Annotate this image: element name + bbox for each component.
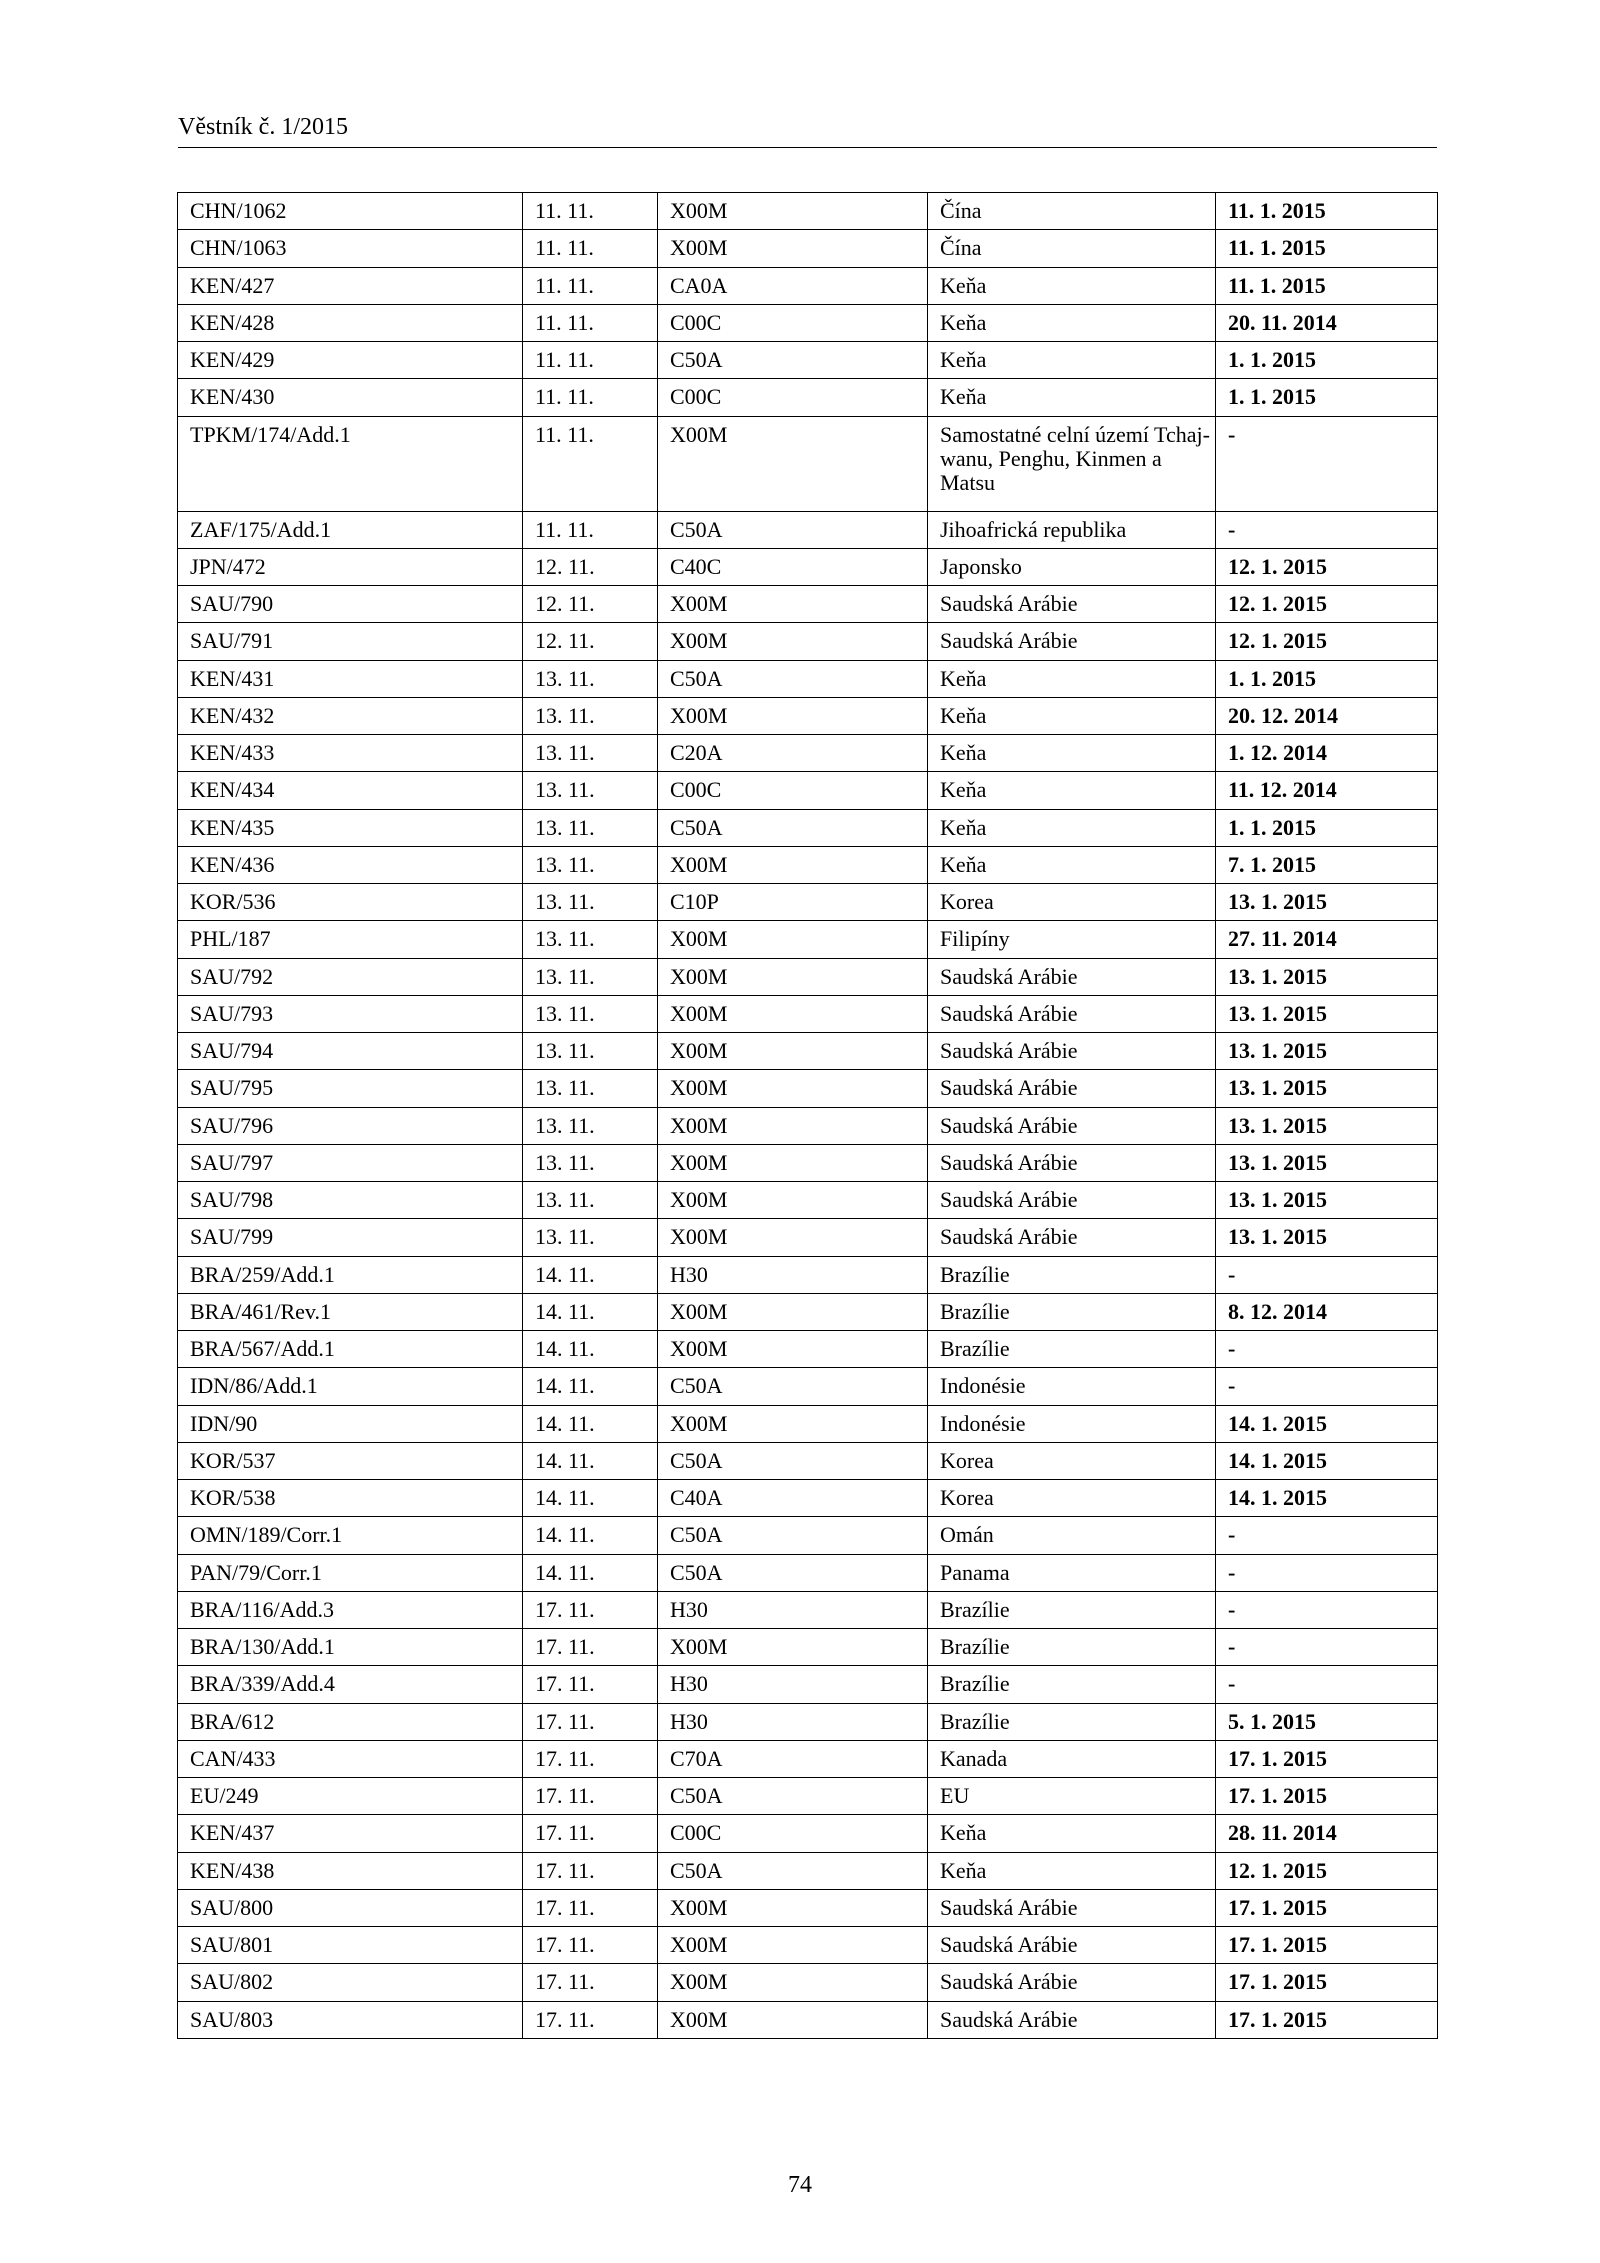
table-row xyxy=(178,1107,1438,1144)
country-cell: Keňa xyxy=(928,846,1216,883)
document-code-cell: BRA/612 xyxy=(178,1703,523,1740)
document-code-cell: KEN/427 xyxy=(178,267,523,304)
table-row xyxy=(178,623,1438,660)
table-row xyxy=(178,846,1438,883)
date-cell: 13. 11. xyxy=(523,735,658,772)
date-cell: 14. 11. xyxy=(523,1554,658,1591)
table-row xyxy=(178,1740,1438,1777)
table-row xyxy=(178,379,1438,416)
document-code-cell: KEN/429 xyxy=(178,342,523,379)
code-cell: C40C xyxy=(658,548,928,585)
code-cell: C50A xyxy=(658,511,928,548)
table-row xyxy=(178,1889,1438,1926)
deadline-cell: 28. 11. 2014 xyxy=(1216,1815,1438,1852)
deadline-cell: 12. 1. 2015 xyxy=(1216,586,1438,623)
table-row xyxy=(178,772,1438,809)
date-cell: 13. 11. xyxy=(523,846,658,883)
date-cell: 13. 11. xyxy=(523,809,658,846)
date-cell: 13. 11. xyxy=(523,697,658,734)
table-row xyxy=(178,1219,1438,1256)
document-code-cell: SAU/802 xyxy=(178,1964,523,2001)
date-cell: 12. 11. xyxy=(523,586,658,623)
table-row xyxy=(178,1517,1438,1554)
country-cell: Saudská Arábie xyxy=(928,2001,1216,2038)
notifications-table xyxy=(177,192,1438,2039)
date-cell: 13. 11. xyxy=(523,958,658,995)
code-cell: X00M xyxy=(658,1219,928,1256)
date-cell: 11. 11. xyxy=(523,267,658,304)
document-code-cell: EU/249 xyxy=(178,1778,523,1815)
document-code-cell: KEN/432 xyxy=(178,697,523,734)
deadline-cell: 11. 1. 2015 xyxy=(1216,267,1438,304)
table-row xyxy=(178,1964,1438,2001)
deadline-cell: - xyxy=(1216,1666,1438,1703)
date-cell: 13. 11. xyxy=(523,772,658,809)
document-code-cell: BRA/567/Add.1 xyxy=(178,1331,523,1368)
document-code-cell: PHL/187 xyxy=(178,921,523,958)
document-code-cell: KEN/434 xyxy=(178,772,523,809)
document-code-cell: TPKM/174/Add.1 xyxy=(178,416,523,511)
table-row xyxy=(178,809,1438,846)
table-row xyxy=(178,548,1438,585)
code-cell: X00M xyxy=(658,193,928,230)
deadline-cell: 5. 1. 2015 xyxy=(1216,1703,1438,1740)
code-cell: X00M xyxy=(658,623,928,660)
country-cell: Keňa xyxy=(928,1815,1216,1852)
table-row xyxy=(178,1256,1438,1293)
table-row xyxy=(178,1852,1438,1889)
country-cell: Saudská Arábie xyxy=(928,995,1216,1032)
date-cell: 14. 11. xyxy=(523,1331,658,1368)
deadline-cell: 11. 1. 2015 xyxy=(1216,230,1438,267)
country-cell: Panama xyxy=(928,1554,1216,1591)
date-cell: 13. 11. xyxy=(523,995,658,1032)
country-cell: Keňa xyxy=(928,772,1216,809)
code-cell: C20A xyxy=(658,735,928,772)
document-code-cell: SAU/801 xyxy=(178,1927,523,1964)
table-row xyxy=(178,1405,1438,1442)
date-cell: 12. 11. xyxy=(523,623,658,660)
code-cell: C50A xyxy=(658,1442,928,1479)
date-cell: 14. 11. xyxy=(523,1442,658,1479)
code-cell: X00M xyxy=(658,921,928,958)
code-cell: C50A xyxy=(658,342,928,379)
code-cell: X00M xyxy=(658,1033,928,1070)
document-code-cell: KEN/430 xyxy=(178,379,523,416)
code-cell: C40A xyxy=(658,1480,928,1517)
deadline-cell: 14. 1. 2015 xyxy=(1216,1405,1438,1442)
table-row xyxy=(178,2001,1438,2038)
document-code-cell: PAN/79/Corr.1 xyxy=(178,1554,523,1591)
code-cell: CA0A xyxy=(658,267,928,304)
date-cell: 17. 11. xyxy=(523,1889,658,1926)
country-cell: Keňa xyxy=(928,809,1216,846)
deadline-cell: 12. 1. 2015 xyxy=(1216,548,1438,585)
document-code-cell: KEN/433 xyxy=(178,735,523,772)
code-cell: C70A xyxy=(658,1740,928,1777)
document-code-cell: SAU/790 xyxy=(178,586,523,623)
country-cell: Jihoafrická republika xyxy=(928,511,1216,548)
country-cell: Čína xyxy=(928,230,1216,267)
document-code-cell: BRA/339/Add.4 xyxy=(178,1666,523,1703)
country-cell: Kanada xyxy=(928,1740,1216,1777)
country-cell: Brazílie xyxy=(928,1591,1216,1628)
country-cell: Saudská Arábie xyxy=(928,1964,1216,2001)
table-body xyxy=(178,193,1438,2039)
country-cell: Filipíny xyxy=(928,921,1216,958)
code-cell: C50A xyxy=(658,1368,928,1405)
date-cell: 17. 11. xyxy=(523,1703,658,1740)
date-cell: 11. 11. xyxy=(523,342,658,379)
deadline-cell: - xyxy=(1216,416,1438,511)
deadline-cell: - xyxy=(1216,1517,1438,1554)
table-row xyxy=(178,1331,1438,1368)
table-row xyxy=(178,1182,1438,1219)
date-cell: 14. 11. xyxy=(523,1517,658,1554)
date-cell: 11. 11. xyxy=(523,193,658,230)
country-cell: EU xyxy=(928,1778,1216,1815)
country-cell: Saudská Arábie xyxy=(928,1219,1216,1256)
document-code-cell: SAU/792 xyxy=(178,958,523,995)
document-code-cell: SAU/791 xyxy=(178,623,523,660)
date-cell: 13. 11. xyxy=(523,660,658,697)
code-cell: X00M xyxy=(658,1293,928,1330)
deadline-cell: 12. 1. 2015 xyxy=(1216,623,1438,660)
code-cell: X00M xyxy=(658,1182,928,1219)
date-cell: 11. 11. xyxy=(523,230,658,267)
document-code-cell: SAU/799 xyxy=(178,1219,523,1256)
date-cell: 17. 11. xyxy=(523,1629,658,1666)
country-cell: Japonsko xyxy=(928,548,1216,585)
date-cell: 13. 11. xyxy=(523,1219,658,1256)
deadline-cell: 11. 12. 2014 xyxy=(1216,772,1438,809)
document-code-cell: KEN/435 xyxy=(178,809,523,846)
deadline-cell: - xyxy=(1216,1554,1438,1591)
document-code-cell: SAU/798 xyxy=(178,1182,523,1219)
table-row xyxy=(178,1927,1438,1964)
country-cell: Korea xyxy=(928,884,1216,921)
deadline-cell: 17. 1. 2015 xyxy=(1216,1740,1438,1777)
table-row xyxy=(178,1778,1438,1815)
code-cell: X00M xyxy=(658,1107,928,1144)
document-code-cell: KEN/428 xyxy=(178,304,523,341)
code-cell: H30 xyxy=(658,1256,928,1293)
table-row xyxy=(178,958,1438,995)
code-cell: X00M xyxy=(658,846,928,883)
country-cell: Keňa xyxy=(928,304,1216,341)
deadline-cell: - xyxy=(1216,1256,1438,1293)
deadline-cell: 13. 1. 2015 xyxy=(1216,1033,1438,1070)
country-cell: Keňa xyxy=(928,1852,1216,1889)
document-code-cell: CHN/1062 xyxy=(178,193,523,230)
date-cell: 13. 11. xyxy=(523,921,658,958)
date-cell: 17. 11. xyxy=(523,1927,658,1964)
country-cell: Keňa xyxy=(928,379,1216,416)
deadline-cell: 17. 1. 2015 xyxy=(1216,1964,1438,2001)
country-cell: Korea xyxy=(928,1480,1216,1517)
table-row xyxy=(178,1070,1438,1107)
date-cell: 17. 11. xyxy=(523,1964,658,2001)
table-row xyxy=(178,511,1438,548)
deadline-cell: 17. 1. 2015 xyxy=(1216,2001,1438,2038)
country-cell: Omán xyxy=(928,1517,1216,1554)
code-cell: X00M xyxy=(658,1405,928,1442)
date-cell: 13. 11. xyxy=(523,1182,658,1219)
table-row xyxy=(178,230,1438,267)
date-cell: 17. 11. xyxy=(523,1852,658,1889)
document-code-cell: SAU/797 xyxy=(178,1144,523,1181)
deadline-cell: - xyxy=(1216,1591,1438,1628)
code-cell: C00C xyxy=(658,1815,928,1852)
code-cell: C50A xyxy=(658,1852,928,1889)
table-row xyxy=(178,1554,1438,1591)
deadline-cell: 17. 1. 2015 xyxy=(1216,1778,1438,1815)
code-cell: C50A xyxy=(658,1778,928,1815)
date-cell: 14. 11. xyxy=(523,1405,658,1442)
date-cell: 13. 11. xyxy=(523,1070,658,1107)
code-cell: X00M xyxy=(658,1889,928,1926)
code-cell: C00C xyxy=(658,772,928,809)
deadline-cell: - xyxy=(1216,1629,1438,1666)
country-cell: Korea xyxy=(928,1442,1216,1479)
table-row xyxy=(178,267,1438,304)
code-cell: C10P xyxy=(658,884,928,921)
country-cell: Saudská Arábie xyxy=(928,958,1216,995)
table-row xyxy=(178,1703,1438,1740)
deadline-cell: 14. 1. 2015 xyxy=(1216,1442,1438,1479)
date-cell: 11. 11. xyxy=(523,304,658,341)
deadline-cell: 13. 1. 2015 xyxy=(1216,1182,1438,1219)
document-code-cell: BRA/259/Add.1 xyxy=(178,1256,523,1293)
country-cell: Saudská Arábie xyxy=(928,1182,1216,1219)
code-cell: C50A xyxy=(658,1517,928,1554)
document-code-cell: KEN/436 xyxy=(178,846,523,883)
page-number: 74 xyxy=(788,2172,812,2198)
document-code-cell: SAU/793 xyxy=(178,995,523,1032)
document-code-cell: SAU/800 xyxy=(178,1889,523,1926)
table-row xyxy=(178,1033,1438,1070)
country-cell: Saudská Arábie xyxy=(928,1144,1216,1181)
code-cell: X00M xyxy=(658,1144,928,1181)
country-cell: Brazílie xyxy=(928,1703,1216,1740)
table-row xyxy=(178,1480,1438,1517)
code-cell: X00M xyxy=(658,995,928,1032)
date-cell: 17. 11. xyxy=(523,1778,658,1815)
deadline-cell: 1. 1. 2015 xyxy=(1216,660,1438,697)
code-cell: X00M xyxy=(658,586,928,623)
deadline-cell: 17. 1. 2015 xyxy=(1216,1889,1438,1926)
country-cell: Saudská Arábie xyxy=(928,1927,1216,1964)
country-cell: Keňa xyxy=(928,660,1216,697)
country-cell: Keňa xyxy=(928,267,1216,304)
code-cell: H30 xyxy=(658,1703,928,1740)
table-row xyxy=(178,1293,1438,1330)
table-row xyxy=(178,1368,1438,1405)
code-cell: C00C xyxy=(658,304,928,341)
table-row xyxy=(178,921,1438,958)
document-code-cell: BRA/461/Rev.1 xyxy=(178,1293,523,1330)
deadline-cell: 17. 1. 2015 xyxy=(1216,1927,1438,1964)
document-code-cell: KOR/538 xyxy=(178,1480,523,1517)
date-cell: 17. 11. xyxy=(523,1740,658,1777)
deadline-cell: 13. 1. 2015 xyxy=(1216,1107,1438,1144)
country-cell: Brazílie xyxy=(928,1256,1216,1293)
document-code-cell: BRA/116/Add.3 xyxy=(178,1591,523,1628)
deadline-cell: 1. 1. 2015 xyxy=(1216,809,1438,846)
table-row xyxy=(178,342,1438,379)
date-cell: 17. 11. xyxy=(523,2001,658,2038)
code-cell: C50A xyxy=(658,1554,928,1591)
date-cell: 17. 11. xyxy=(523,1591,658,1628)
code-cell: C50A xyxy=(658,809,928,846)
document-code-cell: IDN/86/Add.1 xyxy=(178,1368,523,1405)
document-code-cell: KEN/437 xyxy=(178,1815,523,1852)
country-cell: Brazílie xyxy=(928,1666,1216,1703)
table-row xyxy=(178,1666,1438,1703)
code-cell: X00M xyxy=(658,2001,928,2038)
deadline-cell: 1. 1. 2015 xyxy=(1216,379,1438,416)
code-cell: X00M xyxy=(658,1070,928,1107)
country-cell: Brazílie xyxy=(928,1293,1216,1330)
deadline-cell: 13. 1. 2015 xyxy=(1216,1070,1438,1107)
country-cell: Saudská Arábie xyxy=(928,586,1216,623)
deadline-cell: 13. 1. 2015 xyxy=(1216,958,1438,995)
deadline-cell: 8. 12. 2014 xyxy=(1216,1293,1438,1330)
document-code-cell: KEN/438 xyxy=(178,1852,523,1889)
table-row xyxy=(178,995,1438,1032)
code-cell: H30 xyxy=(658,1591,928,1628)
country-cell: Brazílie xyxy=(928,1331,1216,1368)
code-cell: H30 xyxy=(658,1666,928,1703)
country-cell: Saudská Arábie xyxy=(928,1033,1216,1070)
document-code-cell: KEN/431 xyxy=(178,660,523,697)
table-row xyxy=(178,1591,1438,1628)
document-code-cell: JPN/472 xyxy=(178,548,523,585)
code-cell: X00M xyxy=(658,958,928,995)
table-row xyxy=(178,697,1438,734)
table-row xyxy=(178,735,1438,772)
table-row xyxy=(178,1629,1438,1666)
document-code-cell: SAU/795 xyxy=(178,1070,523,1107)
code-cell: X00M xyxy=(658,1964,928,2001)
code-cell: X00M xyxy=(658,1629,928,1666)
deadline-cell: 14. 1. 2015 xyxy=(1216,1480,1438,1517)
deadline-cell: 13. 1. 2015 xyxy=(1216,1219,1438,1256)
date-cell: 13. 11. xyxy=(523,1107,658,1144)
date-cell: 13. 11. xyxy=(523,1033,658,1070)
deadline-cell: 12. 1. 2015 xyxy=(1216,1852,1438,1889)
code-cell: X00M xyxy=(658,697,928,734)
deadline-cell: 13. 1. 2015 xyxy=(1216,995,1438,1032)
date-cell: 14. 11. xyxy=(523,1368,658,1405)
deadline-cell: 11. 1. 2015 xyxy=(1216,193,1438,230)
deadline-cell: 7. 1. 2015 xyxy=(1216,846,1438,883)
document-code-cell: ZAF/175/Add.1 xyxy=(178,511,523,548)
document-code-cell: CAN/433 xyxy=(178,1740,523,1777)
code-cell: C00C xyxy=(658,379,928,416)
header-title: Věstník č. 1/2015 xyxy=(178,114,348,140)
deadline-cell: 20. 12. 2014 xyxy=(1216,697,1438,734)
document-code-cell: SAU/803 xyxy=(178,2001,523,2038)
table-row xyxy=(178,884,1438,921)
country-cell: Keňa xyxy=(928,735,1216,772)
date-cell: 11. 11. xyxy=(523,379,658,416)
table-row xyxy=(178,1442,1438,1479)
country-cell: Saudská Arábie xyxy=(928,1107,1216,1144)
code-cell: X00M xyxy=(658,1927,928,1964)
country-cell: Čína xyxy=(928,193,1216,230)
deadline-cell: 13. 1. 2015 xyxy=(1216,884,1438,921)
date-cell: 17. 11. xyxy=(523,1666,658,1703)
date-cell: 14. 11. xyxy=(523,1293,658,1330)
deadline-cell: - xyxy=(1216,1331,1438,1368)
deadline-cell: 27. 11. 2014 xyxy=(1216,921,1438,958)
deadline-cell: 1. 12. 2014 xyxy=(1216,735,1438,772)
date-cell: 17. 11. xyxy=(523,1815,658,1852)
code-cell: C50A xyxy=(658,660,928,697)
country-cell: Brazílie xyxy=(928,1629,1216,1666)
page-header xyxy=(178,111,1437,148)
table-row xyxy=(178,660,1438,697)
table-row xyxy=(178,1815,1438,1852)
country-cell: Keňa xyxy=(928,697,1216,734)
country-cell: Samostatné celní území Tchaj-wanu, Penghu, Kinmen a Matsu xyxy=(928,416,1216,511)
document-code-cell: KOR/537 xyxy=(178,1442,523,1479)
table-row xyxy=(178,304,1438,341)
country-cell: Saudská Arábie xyxy=(928,1070,1216,1107)
deadline-cell: 1. 1. 2015 xyxy=(1216,342,1438,379)
document-code-cell: BRA/130/Add.1 xyxy=(178,1629,523,1666)
country-cell: Indonésie xyxy=(928,1368,1216,1405)
country-cell: Saudská Arábie xyxy=(928,623,1216,660)
document-code-cell: OMN/189/Corr.1 xyxy=(178,1517,523,1554)
deadline-cell: - xyxy=(1216,511,1438,548)
country-cell: Saudská Arábie xyxy=(928,1889,1216,1926)
deadline-cell: - xyxy=(1216,1368,1438,1405)
table-row xyxy=(178,1144,1438,1181)
date-cell: 14. 11. xyxy=(523,1256,658,1293)
date-cell: 14. 11. xyxy=(523,1480,658,1517)
date-cell: 13. 11. xyxy=(523,884,658,921)
document-code-cell: SAU/794 xyxy=(178,1033,523,1070)
country-cell: Keňa xyxy=(928,342,1216,379)
code-cell: X00M xyxy=(658,416,928,511)
document-code-cell: IDN/90 xyxy=(178,1405,523,1442)
date-cell: 12. 11. xyxy=(523,548,658,585)
table-row xyxy=(178,586,1438,623)
document-code-cell: SAU/796 xyxy=(178,1107,523,1144)
table-row xyxy=(178,416,1438,511)
date-cell: 11. 11. xyxy=(523,416,658,511)
date-cell: 13. 11. xyxy=(523,1144,658,1181)
deadline-cell: 13. 1. 2015 xyxy=(1216,1144,1438,1181)
document-code-cell: KOR/536 xyxy=(178,884,523,921)
code-cell: X00M xyxy=(658,230,928,267)
document-code-cell: CHN/1063 xyxy=(178,230,523,267)
date-cell: 11. 11. xyxy=(523,511,658,548)
code-cell: X00M xyxy=(658,1331,928,1368)
table-row xyxy=(178,193,1438,230)
deadline-cell: 20. 11. 2014 xyxy=(1216,304,1438,341)
country-cell: Indonésie xyxy=(928,1405,1216,1442)
